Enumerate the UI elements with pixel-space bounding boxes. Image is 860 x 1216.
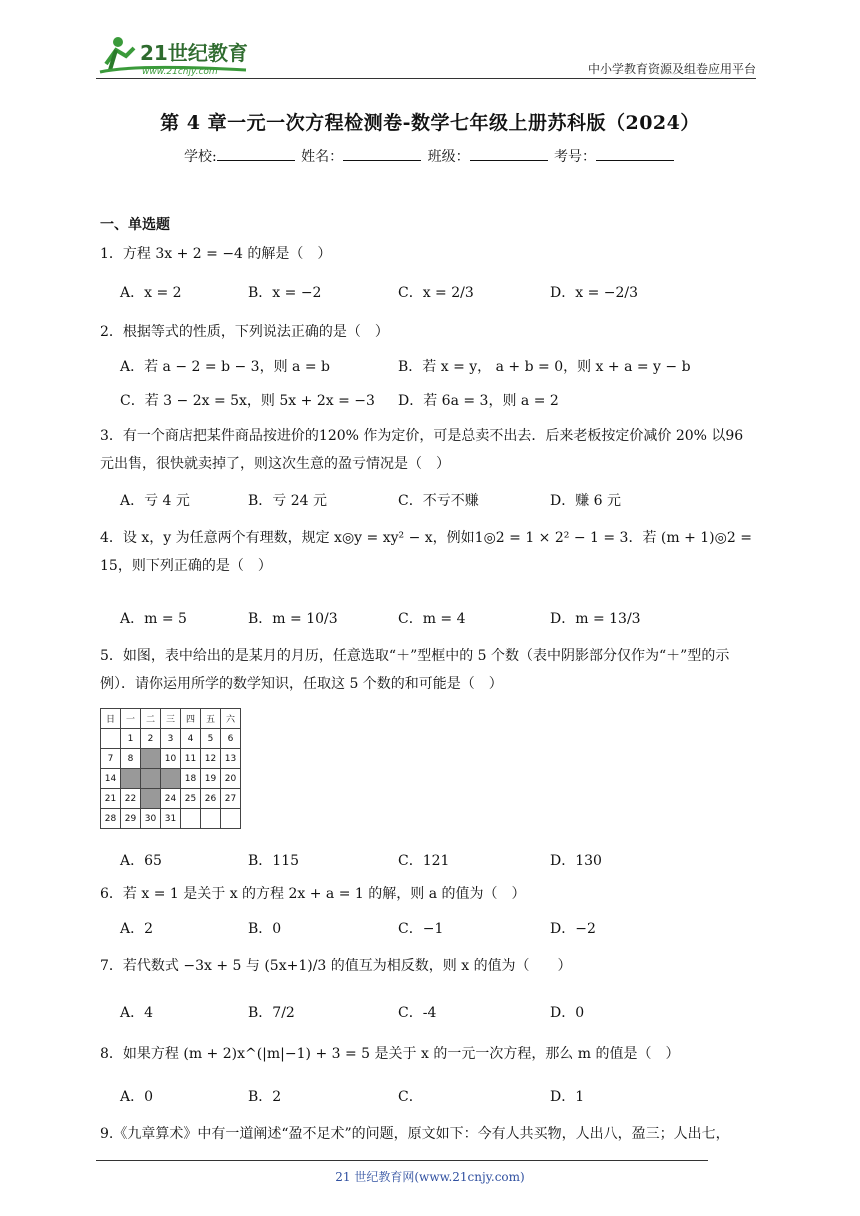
calendar-cell: 2 (141, 729, 161, 749)
section-heading: 一、单选题 (100, 217, 170, 233)
calendar-row (101, 769, 241, 789)
exam-title: 第 4 章一元一次方程检测卷-数学七年级上册苏科版（2024） (160, 112, 700, 134)
question-2-option-c[interactable]: C．若 3 − 2x = 5x，则 5x + 2x = −3 (120, 393, 375, 409)
question-4-stem: 4．设 x，y 为任意两个有理数，规定 x◎y = xy² − x，例如1◎2 = 1 × 2² − 1 = 3．若 (m + 1)◎2 = 15，则下列正确的是（ ） (100, 530, 752, 574)
calendar-cell (101, 729, 121, 749)
calendar-shaded-cell (141, 749, 161, 769)
student-info-line (0, 146, 860, 166)
calendar-row (101, 749, 241, 769)
header-divider (96, 78, 756, 79)
calendar-cell: 30 (141, 809, 161, 829)
calendar-cell: 19 (201, 769, 221, 789)
question-1-option-c[interactable]: C．x = 2/3 (398, 285, 474, 301)
question-2-option-b[interactable]: B．若 x = y， a + b = 0，则 x + a = y − b (398, 359, 691, 375)
calendar-shaded-cell (141, 789, 161, 809)
exam-no-label: 考号： (554, 149, 597, 165)
question-9-stem: 9.《九章算术》中有一道阐述“盈不足术”的问题，原文如下：今有人共买物，人出八，盈三；人出七， (100, 1126, 730, 1142)
calendar-cell: 13 (221, 749, 241, 769)
question-4-option-c[interactable]: C．m = 4 (398, 611, 466, 627)
calendar-cell: 29 (121, 809, 141, 829)
calendar-cell: 24 (161, 789, 181, 809)
calendar-cell: 28 (101, 809, 121, 829)
question-8-option-a[interactable]: A．0 (120, 1089, 154, 1105)
calendar-cell (221, 809, 241, 829)
question-7-stem: 7．若代数式 −3x + 5 与 (5x+1)/3 的值互为相反数，则 x 的值为（ ） (100, 958, 572, 974)
footer-divider (96, 1160, 708, 1161)
calendar-cell: 11 (181, 749, 201, 769)
calendar-cell: 14 (101, 769, 121, 789)
question-5-stem: 5．如图，表中给出的是某月的月历，任意选取“＋”型框中的 5 个数（表中阴影部分仅作为“＋”型的示例）．请你运用所学的数学知识，任取这 5 个数的和可能是（ ） (100, 648, 730, 692)
calendar-cell: 3 (161, 729, 181, 749)
calendar-row (101, 729, 241, 749)
calendar-cell: 21 (101, 789, 121, 809)
question-1-option-d[interactable]: D．x = −2/3 (550, 285, 639, 301)
calendar-cell: 8 (121, 749, 141, 769)
class-field[interactable] (470, 146, 548, 161)
question-3-option-d[interactable]: D．赚 6 元 (550, 493, 622, 509)
name-field[interactable] (343, 146, 421, 161)
calendar-cell: 18 (181, 769, 201, 789)
question-2-stem: 2．根据等式的性质，下列说法正确的是（ ） (100, 324, 389, 340)
calendar-table (100, 708, 241, 829)
question-5-option-c[interactable]: C．121 (398, 853, 450, 869)
exam-no-field[interactable] (596, 146, 674, 161)
calendar-cell: 22 (121, 789, 141, 809)
calendar-shaded-cell (161, 769, 181, 789)
question-8-option-c[interactable]: C． (398, 1089, 423, 1105)
question-7-option-a[interactable]: A．4 (120, 1005, 154, 1021)
calendar-cell: 4 (181, 729, 201, 749)
calendar-row (101, 809, 241, 829)
platform-name: 中小学教育资源及组卷应用平台 (587, 62, 756, 76)
calendar-shaded-cell (141, 769, 161, 789)
question-1-option-b[interactable]: B．x = −2 (248, 285, 322, 301)
calendar-row (101, 789, 241, 809)
calendar-header-cell: 三 (161, 709, 181, 729)
calendar-shaded-cell (121, 769, 141, 789)
calendar-cell: 5 (201, 729, 221, 749)
question-3-option-a[interactable]: A．亏 4 元 (120, 493, 190, 509)
calendar-cell: 25 (181, 789, 201, 809)
question-2-option-a[interactable]: A．若 a − 2 = b − 3，则 a = b (120, 359, 330, 375)
calendar-cell: 6 (221, 729, 241, 749)
school-field[interactable] (217, 146, 295, 161)
calendar-cell: 26 (201, 789, 221, 809)
question-8-stem: 8．如果方程 (m + 2)x^(|m|−1) + 3 = 5 是关于 x 的一元一次方程，那么 m 的值是（ ） (100, 1046, 680, 1062)
question-1-option-a[interactable]: A．x = 2 (120, 285, 182, 301)
calendar-header-cell: 五 (201, 709, 221, 729)
calendar-cell: 7 (101, 749, 121, 769)
question-5-option-b[interactable]: B．115 (248, 853, 300, 869)
question-8-option-d[interactable]: D．1 (550, 1089, 585, 1105)
svg-text:21世纪教育: 21世纪教育 (140, 41, 248, 65)
calendar-cell: 31 (161, 809, 181, 829)
site-logo (96, 34, 256, 78)
question-4-option-a[interactable]: A．m = 5 (120, 611, 187, 627)
question-1-stem: 1．方程 3x + 2 = −4 的解是（ ） (100, 246, 332, 262)
calendar-cell: 20 (221, 769, 241, 789)
calendar-cell: 1 (121, 729, 141, 749)
calendar-cell (201, 809, 221, 829)
question-3-stem: 3．有一个商店把某件商品按进价的120% 作为定价，可是总卖不出去．后来老板按定价减价 20% 以96 元出售，很快就卖掉了，则这次生意的盈亏情况是（ ） (100, 428, 744, 472)
calendar-header-cell: 六 (221, 709, 241, 729)
calendar-cell: 12 (201, 749, 221, 769)
calendar-header-row (101, 709, 241, 729)
question-6-option-a[interactable]: A．2 (120, 921, 154, 937)
calendar-header-cell: 四 (181, 709, 201, 729)
question-5-option-d[interactable]: D．130 (550, 853, 602, 869)
question-3-option-b[interactable]: B．亏 24 元 (248, 493, 328, 509)
logo-runner-icon (96, 34, 256, 78)
question-6-option-c[interactable]: C．−1 (398, 921, 444, 937)
calendar-cell (181, 809, 201, 829)
name-label: 姓名： (301, 149, 344, 165)
school-label: 学校: (183, 149, 217, 165)
question-6-option-b[interactable]: B．0 (248, 921, 282, 937)
question-7-option-d[interactable]: D．0 (550, 1005, 585, 1021)
question-6-option-d[interactable]: D．−2 (550, 921, 596, 937)
calendar-cell: 10 (161, 749, 181, 769)
question-2-option-d[interactable]: D．若 6a = 3，则 a = 2 (398, 393, 559, 409)
class-label: 班级： (427, 149, 470, 165)
question-4-option-d[interactable]: D．m = 13/3 (550, 611, 641, 627)
calendar-header-cell: 二 (141, 709, 161, 729)
calendar-header-cell: 一 (121, 709, 141, 729)
question-7-option-c[interactable]: C．-4 (398, 1005, 437, 1021)
calendar-header-cell: 日 (101, 709, 121, 729)
svg-text:www.21cnjy.com: www.21cnjy.com (142, 67, 218, 77)
question-8-option-b[interactable]: B．2 (248, 1089, 282, 1105)
question-7-option-b[interactable]: B．7/2 (248, 1005, 295, 1021)
footer-site: 21 世纪教育网(www.21cnjy.com) (335, 1170, 525, 1184)
calendar-cell: 27 (221, 789, 241, 809)
question-6-stem: 6．若 x = 1 是关于 x 的方程 2x + a = 1 的解，则 a 的值为（ ） (100, 886, 526, 902)
question-5-option-a[interactable]: A．65 (120, 853, 162, 869)
question-3-option-c[interactable]: C．不亏不赚 (398, 493, 479, 509)
question-4-option-b[interactable]: B．m = 10/3 (248, 611, 338, 627)
